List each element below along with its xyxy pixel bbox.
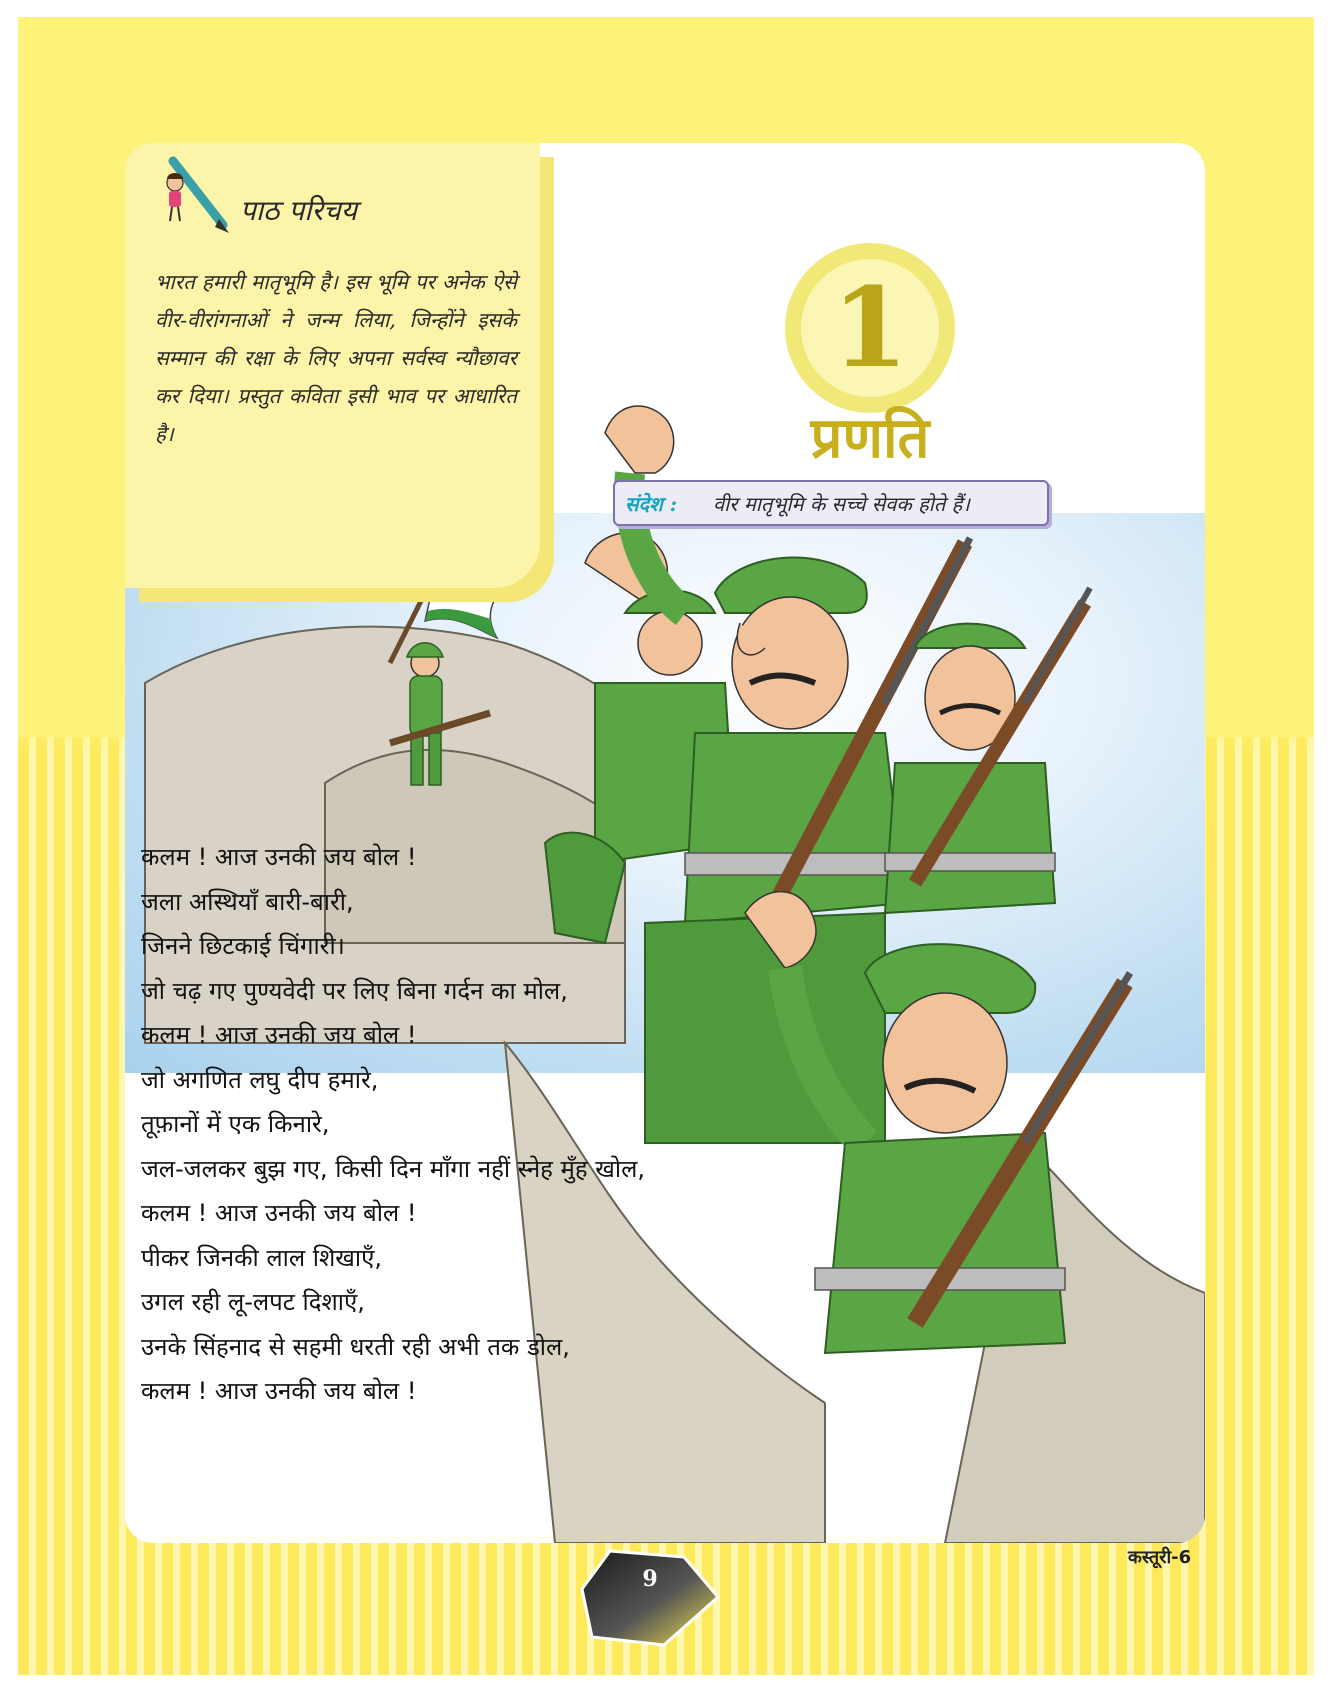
content-panel (125, 143, 1205, 1543)
page-number: 9 (642, 1566, 658, 1592)
poem-line: जो अगणित लघु दीप हमारे, (141, 1065, 379, 1094)
message-box (613, 480, 1049, 526)
message-text: वीर मातृभूमि के सच्चे सेवक होते हैं। (713, 492, 970, 516)
girl-with-pencil-icon (153, 155, 233, 235)
poem (141, 835, 781, 1414)
intro-box (125, 143, 540, 588)
poem-line: कलम ! आज उनकी जय बोल ! (141, 1199, 417, 1227)
chapter-title: प्रणति (810, 406, 930, 471)
message-label: संदेश : (625, 492, 678, 516)
intro-paragraph: भारत हमारी मातृभूमि है। इस भूमि पर अनेक ऐसे वीर-वीरांगनाओं ने जन्म लिया, जिन्होंने इसके सम्मान की रक्षा के लिए अपना सर्वस्व न्यौछावर कर दिया। प्रस्तुत कविता इसी भाव पर आधारित है। (155, 270, 517, 446)
poem-line: जिनने छिटकाई चिंगारी। (141, 932, 345, 960)
poem-line: कलम ! आज उनकी जय बोल ! (141, 843, 417, 871)
page-number-badge (580, 1549, 720, 1649)
poem-line: जला अस्थियाँ बारी-बारी, (141, 887, 354, 916)
poem-line: कलम ! आज उनकी जय बोल ! (141, 1377, 417, 1405)
poem-line: उनके सिंहनाद से सहमी धरती रही अभी तक डोल, (141, 1332, 570, 1361)
poem-line: जल-जलकर बुझ गए, किसी दिन माँगा नहीं स्नेह मुँह खोल, (141, 1154, 646, 1183)
poem-line: कलम ! आज उनकी जय बोल ! (141, 1021, 417, 1049)
poem-line: जो चढ़ गए पुण्यवेदी पर लिए बिना गर्दन का मोल, (141, 976, 568, 1005)
intro-title: पाठ परिचय (240, 194, 357, 227)
poem-line: पीकर जिनकी लाल शिखाएँ, (141, 1243, 383, 1272)
book-label: कस्तूरी-6 (1128, 1547, 1192, 1568)
poem-line: तूफ़ानों में एक किनारे, (141, 1110, 330, 1138)
poem-line: उगल रही लू-लपट दिशाएँ, (141, 1288, 365, 1316)
chapter-number: 1 (831, 263, 909, 392)
